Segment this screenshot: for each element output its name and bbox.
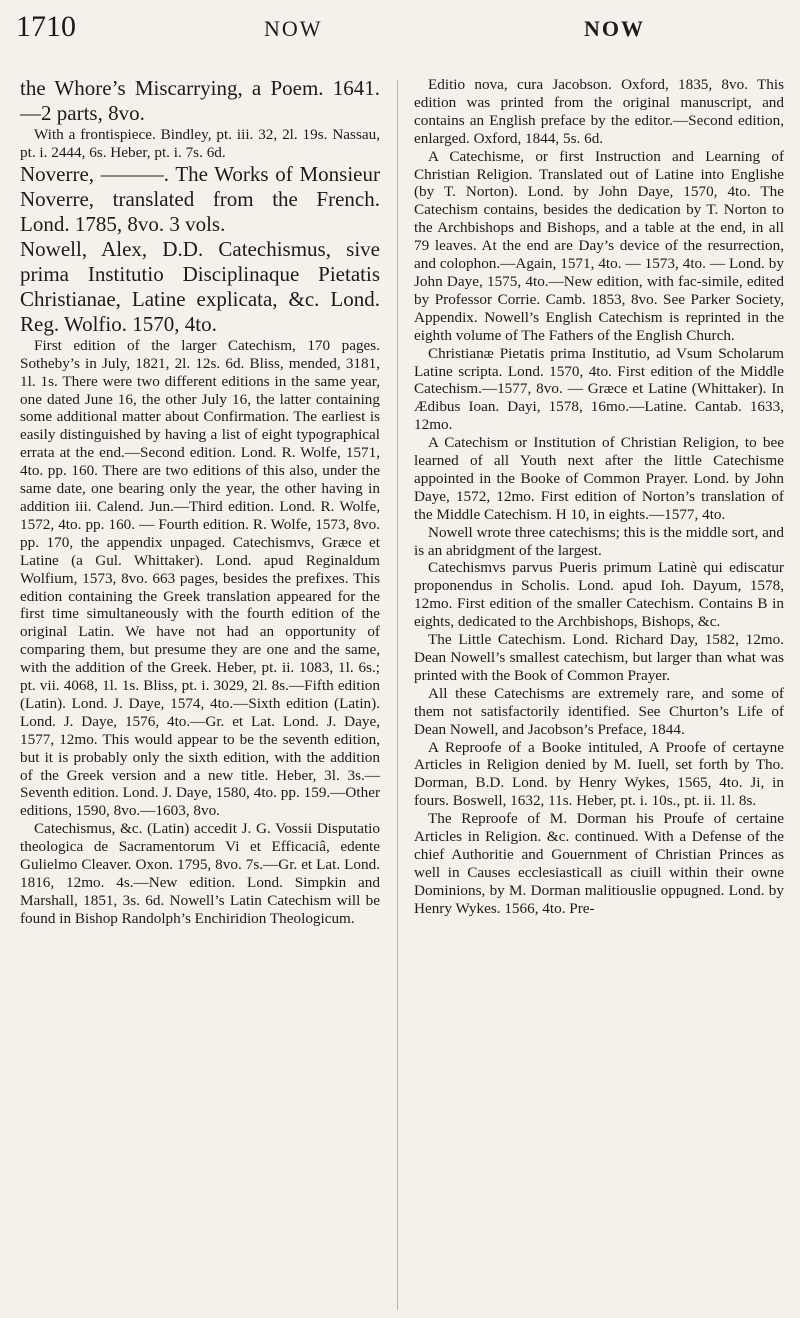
page-number: 1710	[16, 10, 76, 43]
right-column	[414, 76, 784, 918]
running-head-right: NOW	[584, 16, 645, 41]
note-nowell-later-editions: Catechismus, &c. (Latin) accedit J. G. Vossii Disputatio theologica de Sacramentorum Vi et Efficaciâ, edente Gulielmo Cleaver. Oxon. 1795, 8vo. 7s.—Gr. et Lat. Lond. 1816, 12mo. 4s.—New edition. Lond. Simpkin and Marshall, 1851, 3s. 6d. Nowell’s Latin Catechism will be found in Bishop Randolph’s Enchiridion Theologicum.	[20, 820, 380, 927]
entry-whores-miscarrying: the Whore’s Miscarrying, a Poem. 1641.—2 parts, 8vo.	[20, 76, 380, 125]
note-three-catechisms: Nowell wrote three catechisms; this is the middle sort, and is an abridgment of the largest.	[414, 523, 784, 559]
entry-reproofe-dorman: The Reproofe of M. Dorman his Proufe of certaine Articles in Religion. &c. continued. With a Defense of the chief Authoritie and Gouernment of Christian Princes as well in Causes ecclesiasticall as ciuill within their owne Dominions, by M. Dorman malitiouslie oppugned. Lond. by Henry Wykes. 1566, 4to. Pre-	[414, 810, 784, 917]
note-catechisms-rare: All these Catechisms are extremely rare, and some of them not satisfactorily identified. See Churton’s Life of Dean Nowell, and Jacobson’s Preface, 1844.	[414, 684, 784, 738]
entry-catechismvs-parvus: Catechismvs parvus Pueris primum Latinè qui ediscatur proponendus in Scholis. Lond. apud Ioh. Dayum, 1578, 12mo. First edition of the smaller Catechism. Contains B in eights, dedicated to the Archbishops, Bishops, &c.	[414, 559, 784, 631]
left-column	[20, 76, 380, 928]
entry-noverre: Noverre, ———. The Works of Monsieur Noverre, translated from the French. Lond. 1785, 8vo. 3 vols.	[20, 161, 380, 236]
entry-nowell-catechismus: Nowell, Alex, D.D. Catechismus, sive prima Institutio Disciplinaque Pietatis Christianae, Latine explicata, &c. Lond. Reg. Wolfio. 1570, 4to.	[20, 236, 380, 336]
note-editio-nova: Editio nova, cura Jacobson. Oxford, 1835, 8vo. This edition was printed from the original manuscript, and contains an English preface by the editor.—Second edition, enlarged. Oxford, 1844, 5s. 6d.	[414, 76, 784, 147]
entry-catechisme-english: A Catechisme, or first Instruction and Learning of Christian Religion. Translated out of Latine into Englishe (by T. Norton). Lond. by John Daye, 1570, 4to. The Catechism contains, besides the dedication by T. Norton to the Archbishops and Bishops, and a table at the end, in all 79 leaves. At the end are Day’s device of the resurrection, and colophon.—Again, 1571, 4to. — 1573, 4to. — Lond. by John Daye, 1575, 4to.—New edition, with fac-simile, edited by Professor Corrie. Camb. 1853, 8vo. See Parker Society, Appendix. Nowell’s English Catechism is reprinted in the eighth volume of The Fathers of the English Church.	[414, 147, 784, 344]
column-divider	[397, 80, 398, 1310]
entry-reproofe: A Reproofe of a Booke intituled, A Proofe of certayne Articles in Religion denied by M. Iuell, set forth by Tho. Dorman, B.D. Lond. by Henry Wykes, 1565, 4to. Ji, in fours. Boswell, 1632, 11s. Heber, pt. i. 10s., pt. ii. 1l. 8s.	[414, 738, 784, 810]
entry-catechism-institution: A Catechism or Institution of Christian Religion, to bee learned of all Youth next after the little Catechisme appointed in the Booke of Common Prayer. Lond. by John Daye, 1572, 12mo. First edition of Norton’s translation of the Middle Catechism. H 10, in eights.—1577, 4to.	[414, 434, 784, 523]
entry-little-catechism: The Little Catechism. Lond. Richard Day, 1582, 12mo. Dean Nowell’s smallest catechism, but larger than what was printed with the Book of Common Prayer.	[414, 631, 784, 684]
note-nowell-editions: First edition of the larger Catechism, 170 pages. Sotheby’s in July, 1821, 2l. 12s. 6d. Bliss, mended, 3181, 1l. 1s. There were two different editions in the same year, one dated June 16, the other July 16, the latter containing some additional matter about Confirmation. The earliest is easily distinguished by having a list of eight typographical errata at the end.—Second edition. Lond. R. Wolfe, 1571, 4to. pp. 160. There are two editions of this also, under the same date, one bearing only the year, the other having in addition iii. Calend. Jun.—Third edition. Lond. R. Wolfe, 1572, 4to. pp. 160. — Fourth edition. R. Wolfe, 1573, 8vo. pp. 170, the appendix unpaged. Catechismvs, Græce et Latine (a Gul. Whittaker). Lond. apud Reginaldum Wolfium, 1573, 8vo. 663 pages, besides the prefixes. This edition containing the Greek translation appeared for the first time simultaneously with the fourth edition of the original Latin. We have not had an opportunity of comparing them, but presume they are one and the same, with the addition of the Greek. Heber, pt. ii. 1083, 1l. 6s.; pt. vii. 4068, 1l. 1s. Bliss, pt. i. 3029, 2l. 8s.—Fifth edition (Latin). Lond. J. Daye, 1574, 4to.—Sixth edition (Latin). Lond. J. Daye, 1576, 4to.—Gr. et Lat. Lond. J. Daye, 1577, 12mo. This would appear to be the seventh edition, but it is probably only the sixth edition, with the addition of the Greek version and a new title. Heber, 3l. 3s.—Seventh edition. Lond. J. Daye, 1580, 4to. pp. 159.—Other editions, 1590, 8vo.—1603, 8vo.	[20, 336, 380, 820]
page-header	[16, 8, 784, 52]
note-whores-miscarrying: With a frontispiece. Bindley, pt. iii. 32, 2l. 19s. Nassau, pt. i. 2444, 6s. Heber, pt. i. 7s. 6d.	[20, 126, 380, 161]
running-head-left: NOW	[264, 16, 323, 41]
entry-christianae-pietatis: Christianæ Pietatis prima Institutio, ad Vsum Scholarum Latine scripta. Lond. 1570, 4to. First edition of the Middle Catechism.—1577, 8vo. — Græce et Latine (Whittaker). In Ædibus Ioan. Dayi, 1578, 16mo.—Latine. Cantab. 1633, 12mo.	[414, 344, 784, 434]
